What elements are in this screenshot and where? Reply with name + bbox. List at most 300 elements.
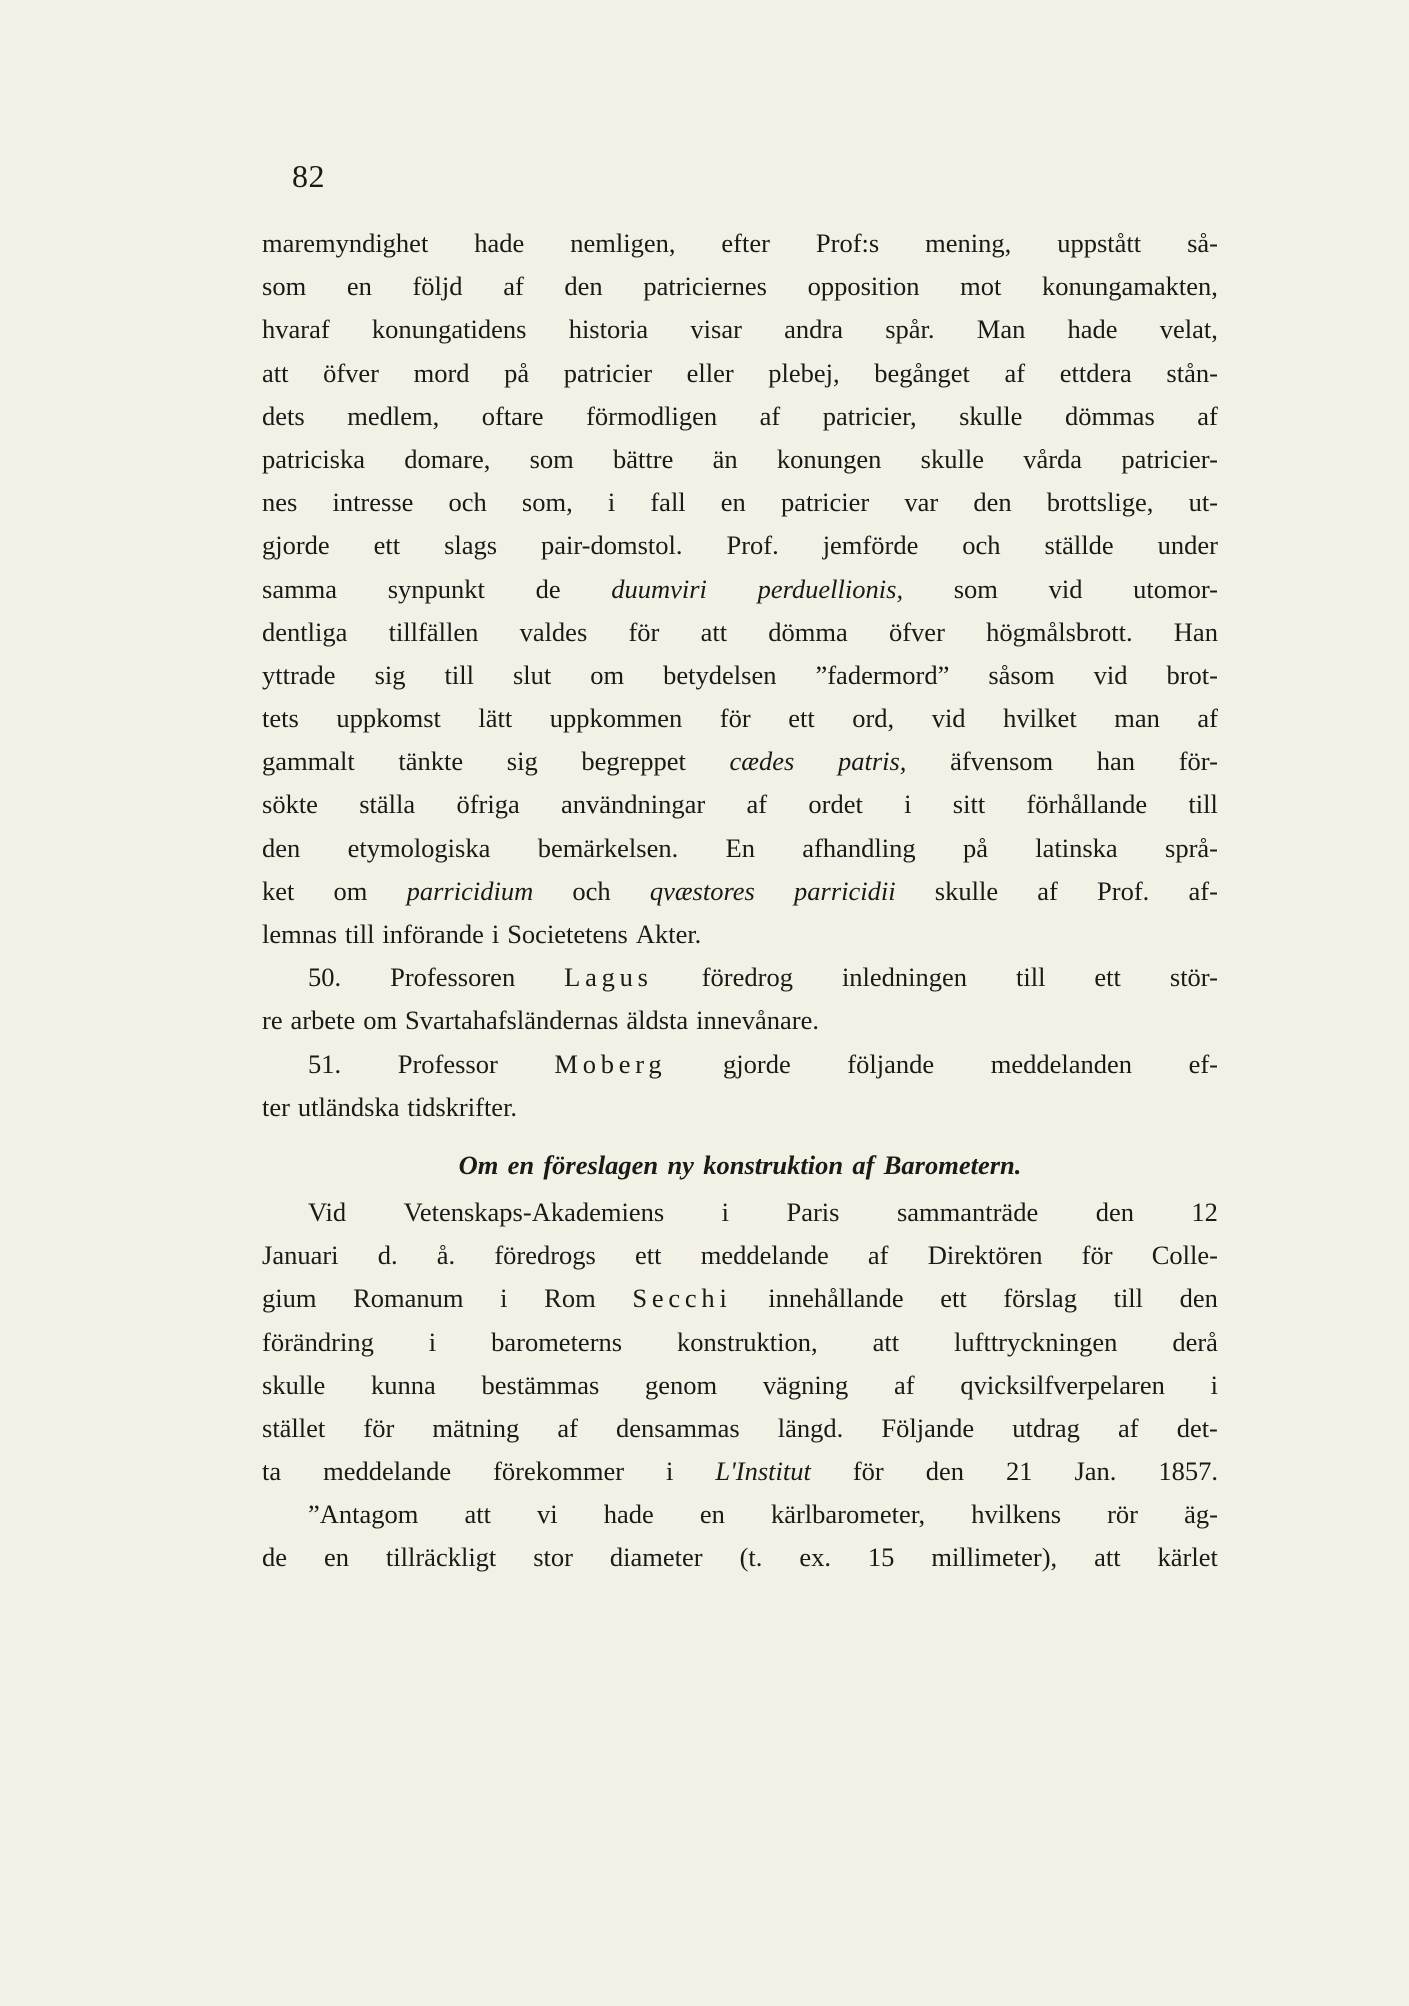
word: Svartahafsländernas <box>405 1005 619 1036</box>
word: språ- <box>1165 832 1218 863</box>
word: betydelsen <box>663 659 777 690</box>
word: ta <box>262 1456 282 1487</box>
word: mord <box>413 357 470 388</box>
word: spår. <box>885 314 935 345</box>
word: maremyndighet <box>262 228 429 258</box>
body-text <box>262 222 1218 1580</box>
word: af- <box>1188 875 1218 906</box>
word: etymologiska <box>347 832 491 863</box>
word: brot- <box>1166 659 1218 690</box>
word: att <box>262 357 289 388</box>
text-line <box>262 308 1218 351</box>
word: 21 <box>1005 1456 1033 1487</box>
word: meddelande <box>700 1240 829 1271</box>
word: Professoren <box>390 962 516 993</box>
word: för <box>719 703 751 734</box>
word: och <box>448 487 487 518</box>
word: medlem, <box>347 400 440 431</box>
word: tillräckligt <box>385 1542 497 1573</box>
word: Moberg <box>554 1048 667 1079</box>
word: historia <box>568 314 649 345</box>
word: mot <box>960 271 1002 302</box>
word: Societetens <box>507 919 628 949</box>
text-line <box>262 913 1218 956</box>
word: Följande <box>881 1412 975 1443</box>
word: af <box>867 1240 889 1271</box>
word: andra <box>784 314 843 345</box>
word: domare, <box>404 443 491 474</box>
word: Direktören <box>927 1240 1043 1271</box>
word: så- <box>1187 228 1218 258</box>
word: sig <box>374 659 406 690</box>
word: ny <box>667 1149 694 1180</box>
word: ett <box>1094 962 1121 993</box>
word: och <box>572 875 611 906</box>
word: samma <box>262 573 338 604</box>
word: sökte <box>262 789 318 820</box>
text-line <box>262 783 1218 826</box>
word: patricier- <box>1121 443 1218 474</box>
text-line <box>262 654 1218 697</box>
word: förmodligen <box>586 400 718 431</box>
word: öfver <box>323 357 380 388</box>
word: användningar <box>561 789 706 820</box>
word: vid <box>1093 659 1128 690</box>
word: meddelanden <box>990 1048 1132 1079</box>
word: lemnas <box>262 919 338 949</box>
word: uppkommen <box>549 703 683 734</box>
word: sammanträde <box>896 1196 1039 1227</box>
word: ställa <box>359 789 416 820</box>
word: nemligen, <box>570 228 676 258</box>
word: lätt <box>478 703 513 734</box>
word: innehållande <box>768 1283 904 1314</box>
word: af <box>1118 1412 1139 1443</box>
word: för <box>1081 1240 1113 1271</box>
word: i <box>666 1456 674 1487</box>
word: i <box>428 1326 437 1357</box>
word: han <box>1096 746 1136 777</box>
word: den <box>262 832 301 863</box>
word: efter <box>721 228 770 258</box>
text-line <box>262 1277 1218 1320</box>
word: på <box>504 357 530 388</box>
text-line <box>262 611 1218 654</box>
text-line <box>262 1321 1218 1364</box>
word: opposition <box>807 271 920 302</box>
word: en <box>323 1542 349 1573</box>
word: kunna <box>371 1369 436 1400</box>
text-line <box>262 1450 1218 1493</box>
word: för- <box>1178 746 1218 777</box>
word: latinska <box>1035 832 1118 863</box>
word: att <box>1094 1542 1121 1573</box>
word: som <box>529 443 574 474</box>
text-line <box>262 395 1218 438</box>
word: parricidii <box>794 875 896 906</box>
word: ef- <box>1188 1048 1218 1079</box>
word: en <box>720 487 746 518</box>
word: Prof. <box>1097 875 1150 906</box>
text-line <box>262 481 1218 524</box>
word: rör <box>1107 1499 1139 1530</box>
word: parricidium <box>406 875 534 906</box>
word: ett <box>635 1240 662 1271</box>
word: af <box>852 1149 875 1180</box>
word: Man <box>976 314 1026 345</box>
word: gjorde <box>262 530 330 561</box>
word: till <box>1113 1283 1144 1314</box>
word: ettdera <box>1059 357 1132 388</box>
word: jemförde <box>822 530 919 561</box>
word: vårda <box>1023 443 1083 474</box>
word: den <box>564 271 603 302</box>
word: ”Antagom <box>308 1499 419 1530</box>
word: eller <box>686 357 734 388</box>
text-line <box>262 568 1218 611</box>
text-line <box>262 1086 1218 1129</box>
word: Colle- <box>1151 1240 1218 1271</box>
word: konungen <box>776 443 882 474</box>
word: i <box>607 487 616 518</box>
word: intresse <box>332 487 414 518</box>
word: vid <box>1048 573 1083 604</box>
word: äfvensom <box>950 746 1054 777</box>
word: att <box>700 616 728 647</box>
word: att <box>464 1499 491 1530</box>
text-line <box>262 524 1218 567</box>
word: i <box>904 789 912 820</box>
word: dentliga <box>262 616 348 647</box>
word: Prof. <box>726 530 779 561</box>
word: stör- <box>1169 962 1218 993</box>
word: i <box>721 1196 729 1227</box>
word: ord, <box>852 703 895 734</box>
word: om <box>363 1005 398 1036</box>
word: tidskrifter. <box>407 1091 518 1122</box>
word: en <box>507 1149 535 1180</box>
text-line <box>262 1493 1218 1536</box>
word: införande <box>382 919 484 949</box>
word: mätning <box>432 1412 520 1443</box>
word: utländska <box>297 1091 400 1122</box>
word: begånget <box>874 357 970 388</box>
word: patriciska <box>262 443 366 474</box>
word: af <box>1197 400 1218 431</box>
word: En <box>725 832 755 863</box>
word: oftare <box>481 400 544 431</box>
word: skulle <box>262 1369 326 1400</box>
word: af <box>1037 875 1058 906</box>
word: som <box>262 271 307 302</box>
word: vid <box>931 703 966 734</box>
text-line <box>262 870 1218 913</box>
word: patriciernes <box>643 271 767 302</box>
word: af <box>746 789 768 820</box>
text-line <box>262 265 1218 308</box>
word: ett <box>788 703 815 734</box>
word: velat, <box>1159 314 1218 345</box>
word: Han <box>1173 616 1218 647</box>
word: än <box>712 443 738 474</box>
word: Secchi <box>632 1283 732 1314</box>
word: föreslagen <box>543 1149 659 1180</box>
word: genom <box>645 1369 718 1400</box>
word: man <box>1114 703 1160 734</box>
word: gjorde <box>723 1048 791 1079</box>
word: Prof:s <box>815 228 880 258</box>
word: utomor- <box>1133 573 1218 604</box>
word: af <box>1004 357 1026 388</box>
word: ett <box>373 530 401 561</box>
word: Lagus <box>564 962 653 993</box>
word: att <box>872 1326 900 1357</box>
word: hvaraf <box>262 314 330 345</box>
word: ket <box>262 875 295 906</box>
text-line <box>262 1043 1218 1086</box>
word: Akter. <box>635 919 702 949</box>
word: af <box>894 1369 915 1400</box>
word: dömmas <box>1064 400 1155 431</box>
text-line <box>262 827 1218 870</box>
word: 12 <box>1191 1196 1218 1227</box>
word: äldsta <box>626 1005 689 1036</box>
word: ordet <box>808 789 863 820</box>
word: Professor <box>397 1048 498 1079</box>
word: högmålsbrott. <box>986 616 1133 647</box>
word: det- <box>1176 1412 1218 1443</box>
text-line <box>262 438 1218 481</box>
word: hvilket <box>1003 703 1077 734</box>
word: konungatidens <box>371 314 527 345</box>
word: som <box>953 573 998 604</box>
word: förändring <box>262 1326 374 1357</box>
word: skulle <box>934 875 999 906</box>
word: afhandling <box>802 832 916 863</box>
word: dets <box>262 400 305 431</box>
word: Om <box>458 1149 499 1180</box>
word: diameter <box>609 1542 703 1573</box>
word: ter <box>262 1091 290 1122</box>
word: vi <box>537 1499 558 1530</box>
word: arbete <box>290 1005 356 1036</box>
word: konungamakten, <box>1042 271 1218 302</box>
word: var <box>904 487 939 518</box>
word: re <box>262 1005 283 1036</box>
word: äg- <box>1184 1499 1218 1530</box>
text-line <box>262 222 1218 265</box>
word: på <box>962 832 988 863</box>
word: qvæstores <box>649 875 755 906</box>
word: å. <box>436 1240 456 1271</box>
word: föredrogs <box>494 1240 596 1271</box>
word: innevånare. <box>696 1005 819 1036</box>
word: inledningen <box>841 962 968 993</box>
word: vägning <box>762 1369 849 1400</box>
word: Jan. <box>1074 1456 1117 1487</box>
page-number: 82 <box>292 158 325 194</box>
text-line <box>262 1191 1218 1234</box>
word: Barometern. <box>883 1149 1022 1180</box>
word: till <box>1188 789 1218 820</box>
word: konstruktion <box>703 1149 844 1180</box>
word: en <box>699 1499 725 1530</box>
word: slut <box>512 659 552 690</box>
word: förekommer <box>493 1456 625 1487</box>
word: tets <box>262 703 299 734</box>
word: nes <box>262 487 298 518</box>
word: perduellionis, <box>757 573 904 604</box>
word: skulle <box>959 400 1023 431</box>
word: hade <box>474 228 525 258</box>
word: slags <box>444 530 498 561</box>
word: gammalt <box>262 746 355 777</box>
word: fall <box>650 487 686 518</box>
word: mening, <box>925 228 1012 258</box>
word: Rom <box>544 1283 596 1314</box>
word: som, <box>521 487 573 518</box>
word: stor <box>533 1542 573 1573</box>
text-line <box>262 999 1218 1042</box>
word: och <box>962 530 1001 561</box>
word: i <box>491 919 500 949</box>
word: hvilkens <box>971 1499 1062 1530</box>
word: tillfällen <box>388 616 479 647</box>
word: bestämmas <box>481 1369 600 1400</box>
word: d. <box>377 1240 398 1271</box>
word: cædes <box>729 746 795 777</box>
text-line <box>262 352 1218 395</box>
word: bemärkelsen. <box>537 832 679 863</box>
word: meddelande <box>323 1456 452 1487</box>
word: L'Institut <box>715 1456 811 1487</box>
word: utdrag <box>1012 1412 1080 1443</box>
word: de <box>262 1542 288 1573</box>
word: till <box>1016 962 1046 993</box>
word: millimeter), <box>931 1542 1058 1573</box>
word: föredrog <box>701 962 793 993</box>
word: Vid <box>308 1196 347 1227</box>
word: konstruktion, <box>677 1326 818 1357</box>
word: en <box>346 271 372 302</box>
word: kärlbarometer, <box>770 1499 926 1530</box>
word: (t. <box>739 1542 763 1573</box>
text-line <box>262 956 1218 999</box>
word: patricier <box>780 487 870 518</box>
word: 15 <box>867 1542 895 1573</box>
text-line <box>262 1536 1218 1579</box>
word: 51. <box>308 1048 342 1079</box>
word: tänkte <box>398 746 464 777</box>
word: af <box>503 271 524 302</box>
word: Januari <box>262 1240 339 1271</box>
word: densammas <box>616 1412 740 1443</box>
word: Vetenskaps-Akademiens <box>403 1196 665 1227</box>
word: skulle <box>920 443 984 474</box>
word: barometerns <box>491 1326 623 1357</box>
word: synpunkt <box>387 573 485 604</box>
word: plebej, <box>768 357 840 388</box>
text-line <box>262 1407 1218 1450</box>
word: qvicksilfverpelaren <box>960 1369 1165 1400</box>
word: lufttryckningen <box>954 1326 1118 1357</box>
word: om <box>333 875 368 906</box>
word: stället <box>262 1412 326 1443</box>
word: ”fadermord” <box>815 659 950 690</box>
word: Paris <box>786 1196 840 1227</box>
word: 50. <box>308 962 342 993</box>
word: ställde <box>1044 530 1114 561</box>
word: af <box>557 1412 578 1443</box>
word: Romanum <box>353 1283 464 1314</box>
word: gium <box>262 1283 317 1314</box>
text-line <box>262 697 1218 740</box>
word: hade <box>603 1499 654 1530</box>
word: den <box>973 487 1012 518</box>
word: öfver <box>888 616 945 647</box>
word: öfriga <box>456 789 520 820</box>
text-line <box>262 1234 1218 1277</box>
word: för <box>363 1412 395 1443</box>
section-heading <box>262 1129 1218 1191</box>
text-line <box>262 1364 1218 1407</box>
word: i <box>1210 1369 1218 1400</box>
word: patricier, <box>822 400 917 431</box>
word: såsom <box>988 659 1055 690</box>
word: under <box>1157 530 1218 561</box>
word: hade <box>1067 314 1118 345</box>
word: dömma <box>768 616 848 647</box>
word: följd <box>412 271 463 302</box>
word: uppkomst <box>336 703 441 734</box>
word: af <box>1197 703 1218 734</box>
word: valdes <box>519 616 588 647</box>
word: för <box>852 1456 884 1487</box>
word: brottslige, <box>1046 487 1154 518</box>
word: pair-domstol. <box>541 530 683 561</box>
word: visar <box>690 314 742 345</box>
word: af <box>759 400 781 431</box>
word: ett <box>940 1283 967 1314</box>
word: patricier <box>563 357 653 388</box>
word: yttrade <box>262 659 336 690</box>
word: sitt <box>952 789 986 820</box>
word: förhållande <box>1026 789 1148 820</box>
word: kärlet <box>1157 1542 1218 1573</box>
word: den <box>1095 1196 1134 1227</box>
word: 1857. <box>1158 1456 1218 1487</box>
word: ex. <box>799 1542 831 1573</box>
word: förslag <box>1003 1283 1077 1314</box>
word: till <box>444 659 474 690</box>
word: bättre <box>613 443 674 474</box>
word: de <box>535 573 561 604</box>
text-line <box>262 740 1218 783</box>
word: sig <box>506 746 538 777</box>
word: den <box>1179 1283 1218 1314</box>
word: om <box>590 659 625 690</box>
word: den <box>925 1456 964 1487</box>
word: stån- <box>1166 357 1218 388</box>
word: till <box>345 919 375 949</box>
word: ut- <box>1188 487 1218 518</box>
word: följande <box>847 1048 935 1079</box>
word: uppstått <box>1057 228 1142 258</box>
word: duumviri <box>611 573 707 604</box>
word: i <box>500 1283 508 1314</box>
word: patris, <box>837 746 907 777</box>
word: begreppet <box>581 746 686 777</box>
